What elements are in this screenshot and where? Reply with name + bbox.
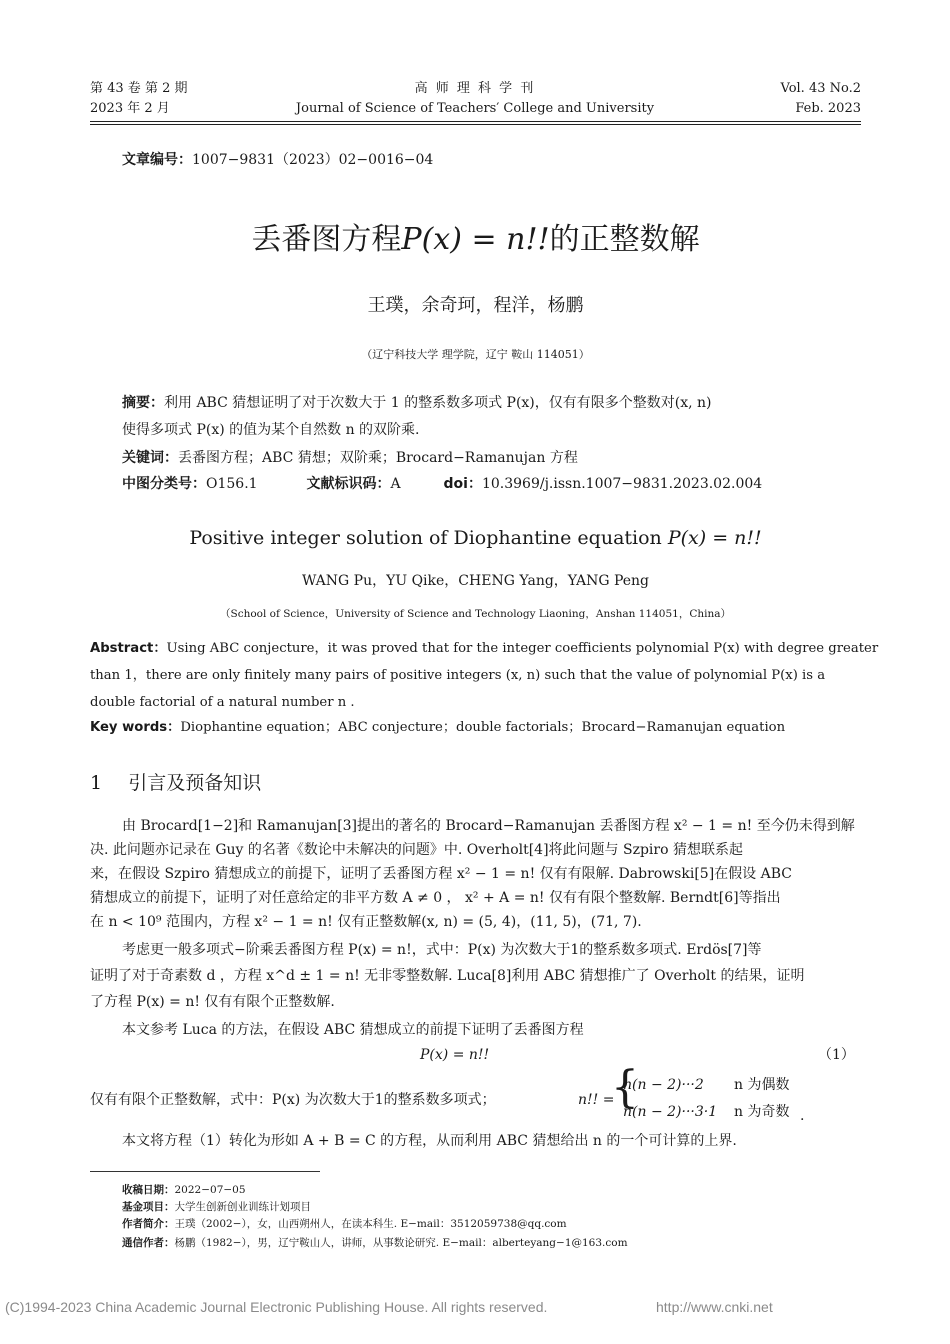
equation-1: P(x) = n!! — [420, 1047, 490, 1063]
copyright-notice: (C)1994-2023 China Academic Journal Electronic Publishing House. All rights reserved. — [5, 1299, 548, 1315]
header-volume-en: Vol. 43 No.2 — [780, 81, 861, 96]
footnote-fund-label: 基金项目： — [122, 1201, 175, 1213]
clc-label: 中图分类号： — [122, 476, 206, 492]
title-cn-suffix: 的正整数解 — [549, 222, 700, 257]
footnote-correspondence-label: 通信作者： — [122, 1237, 175, 1249]
header-volume-cn: 第 43 卷 第 2 期 — [90, 81, 188, 96]
doi-value: 10.3969/j.issn.1007−9831.2023.02.004 — [481, 476, 763, 492]
double-factorial-lhs: n!! = — [578, 1092, 615, 1108]
keywords-cn-value: 丢番图方程；ABC 猜想；双阶乘；Brocard−Ramanujan 方程 — [178, 450, 578, 466]
keywords-en-label: Key words： — [90, 720, 181, 735]
abstract-en-label: Abstract： — [90, 641, 167, 656]
footnote-author — [122, 1217, 567, 1231]
clc-value: O156.1 — [206, 476, 258, 492]
header-date-cn: 2023 年 2 月 — [90, 101, 170, 116]
affiliation-en: （School of Science，University of Science and Technology Liaoning，Anshan 114051，China） — [220, 608, 731, 620]
title-cn — [90, 218, 861, 262]
keywords-cn-label: 关键词： — [122, 450, 178, 466]
header-journal-en: Journal of Science of Teachers′ College and University — [295, 101, 655, 116]
section-heading — [90, 770, 261, 796]
title-en-equation: P(x) = n!! — [667, 527, 762, 549]
body-p1-line4: 猜想成立的前提下，证明了对任意给定的非平方数 A ≠ 0 ， x² + A = n! 仅有有限个整数解. Berndt[6]等指出 — [90, 890, 781, 906]
article-number-label: 文章编号： — [122, 152, 192, 168]
title-cn-equation: P(x) = n!! — [401, 222, 550, 257]
footnote-fund — [122, 1200, 311, 1214]
footnote-author-label: 作者简介： — [122, 1218, 175, 1230]
section-title: 引言及预备知识 — [128, 772, 262, 794]
body-p3-line2: 仅有有限个正整数解，式中：P(x) 为次数大于1的整系数多项式； — [90, 1092, 496, 1108]
abstract-en-line1 — [90, 639, 878, 659]
footnote-received-label: 收稿日期： — [122, 1184, 175, 1196]
title-cn-prefix: 丢番图方程 — [251, 222, 402, 257]
article-number-value: 1007−9831（2023）02−0016−04 — [192, 152, 434, 168]
header-journal-cn: 高 师 理 科 学 刊 — [414, 81, 536, 96]
abstract-cn-line2: 使得多项式 P(x) 的值为某个自然数 n 的双阶乘. — [122, 422, 420, 438]
abstract-cn-line1 — [122, 393, 712, 413]
body-p2-line3: 了方程 P(x) = n! 仅有有限个正整数解. — [90, 994, 335, 1010]
body-p2-line2: 证明了对于奇素数 d ，方程 x^d ± 1 = n! 无非零整数解. Luca[8]利用 ABC 猜想推广了 Overholt 的结果，证明 — [90, 968, 805, 984]
body-p3-line1: 本文参考 Luca 的方法，在假设 ABC 猜想成立的前提下证明了丢番图方程 — [122, 1022, 584, 1038]
body-p1-line1: 由 Brocard[1−2]和 Ramanujan[3]提出的著名的 Brocard−Ramanujan 丢番图方程 x² − 1 = n! 至今仍未得到解 — [122, 818, 855, 834]
abstract-cn-label: 摘要： — [122, 395, 164, 411]
double-factorial-period: . — [800, 1108, 805, 1124]
footnote-correspondence-value: 杨鹏（1982−），男，辽宁鞍山人，讲师，从事数论研究. E−mail：alberteyang−1@163.com — [174, 1237, 628, 1249]
header-rule-top — [90, 121, 861, 122]
body-p2-line1: 考虑更一般多项式−阶乘丢番图方程 P(x) = n!，式中：P(x) 为次数大于1的整系数多项式. Erdös[7]等 — [122, 942, 762, 958]
keywords-cn — [122, 448, 578, 468]
affiliation-cn: （辽宁科技大学 理学院，辽宁 鞍山 114051） — [361, 348, 590, 361]
abstract-cn-text1: 利用 ABC 猜想证明了对于次数大于 1 的整系数多项式 P(x)，仅有有限多个整数对(x, n) — [164, 395, 712, 411]
body-p1-line3: 来，在假设 Szpiro 猜想成立的前提下，证明了丢番图方程 x² − 1 = n! 仅有有限解. Dabrowski[5]在假设 ABC — [90, 866, 792, 882]
cnki-link[interactable]: http://www.cnki.net — [656, 1299, 773, 1315]
title-en — [90, 524, 861, 552]
doc-code-value: A — [390, 476, 401, 492]
title-en-text: Positive integer solution of Diophantine equation — [189, 527, 662, 549]
abstract-en-line3: double factorial of a natural number n . — [90, 695, 355, 710]
footnote-fund-value: 大学生创新创业训练计划项目 — [174, 1201, 311, 1213]
abstract-en-text1: Using ABC conjecture，it was proved that for the integer coefficients polynomial P(x) with degree greater — [166, 641, 879, 656]
abstract-en-line2: than 1，there are only finitely many pairs of positive integers (x, n) such that the value of polynomial P(x) is a — [90, 668, 826, 683]
article-number — [122, 150, 433, 170]
footnote-author-value: 王璞（2002−），女，山西朔州人，在读本科生. E−mail：3512059738@qq.com — [174, 1218, 567, 1230]
doc-code-label: 文献标识码： — [306, 476, 391, 492]
classification-line — [122, 474, 762, 494]
footnote-rule — [90, 1171, 320, 1172]
double-factorial-case-odd: n(n − 2)···3·1 — [623, 1104, 718, 1120]
footnote-correspondence — [122, 1236, 628, 1250]
cases-brace: { — [611, 1062, 639, 1113]
body-p4-line1: 本文将方程（1）转化为形如 A + B = C 的方程，从而利用 ABC 猜想给出 n 的一个可计算的上界. — [122, 1133, 737, 1149]
body-p1-line2: 决. 此问题亦记录在 Guy 的名著《数论中未解决的问题》中. Overholt[4]将此问题与 Szpiro 猜想联系起 — [90, 842, 743, 858]
section-number: 1 — [90, 772, 103, 794]
authors-en: WANG Pu，YU Qike，CHENG Yang，YANG Peng — [301, 573, 650, 589]
keywords-en — [90, 718, 785, 738]
double-factorial-case-even: n(n − 2)···2 — [623, 1077, 704, 1093]
footnote-received — [122, 1183, 246, 1197]
header-date-en: Feb. 2023 — [795, 101, 861, 116]
double-factorial-cond-odd: n 为奇数 — [734, 1104, 790, 1120]
authors-cn: 王璞，余奇珂，程洋，杨鹏 — [367, 295, 584, 316]
header-rule-bottom — [90, 124, 861, 125]
equation-1-number: （1） — [818, 1047, 855, 1063]
footnote-received-value: 2022−07−05 — [174, 1184, 246, 1196]
doi-label: doi： — [443, 476, 482, 492]
keywords-en-value: Diophantine equation；ABC conjecture；double factorials；Brocard−Ramanujan equation — [180, 720, 786, 735]
double-factorial-cond-even: n 为偶数 — [734, 1077, 790, 1093]
body-p1-line5: 在 n < 10⁹ 范围内，方程 x² − 1 = n! 仅有正整数解(x, n) = (5, 4)，(11, 5)，(71, 7). — [90, 914, 642, 930]
